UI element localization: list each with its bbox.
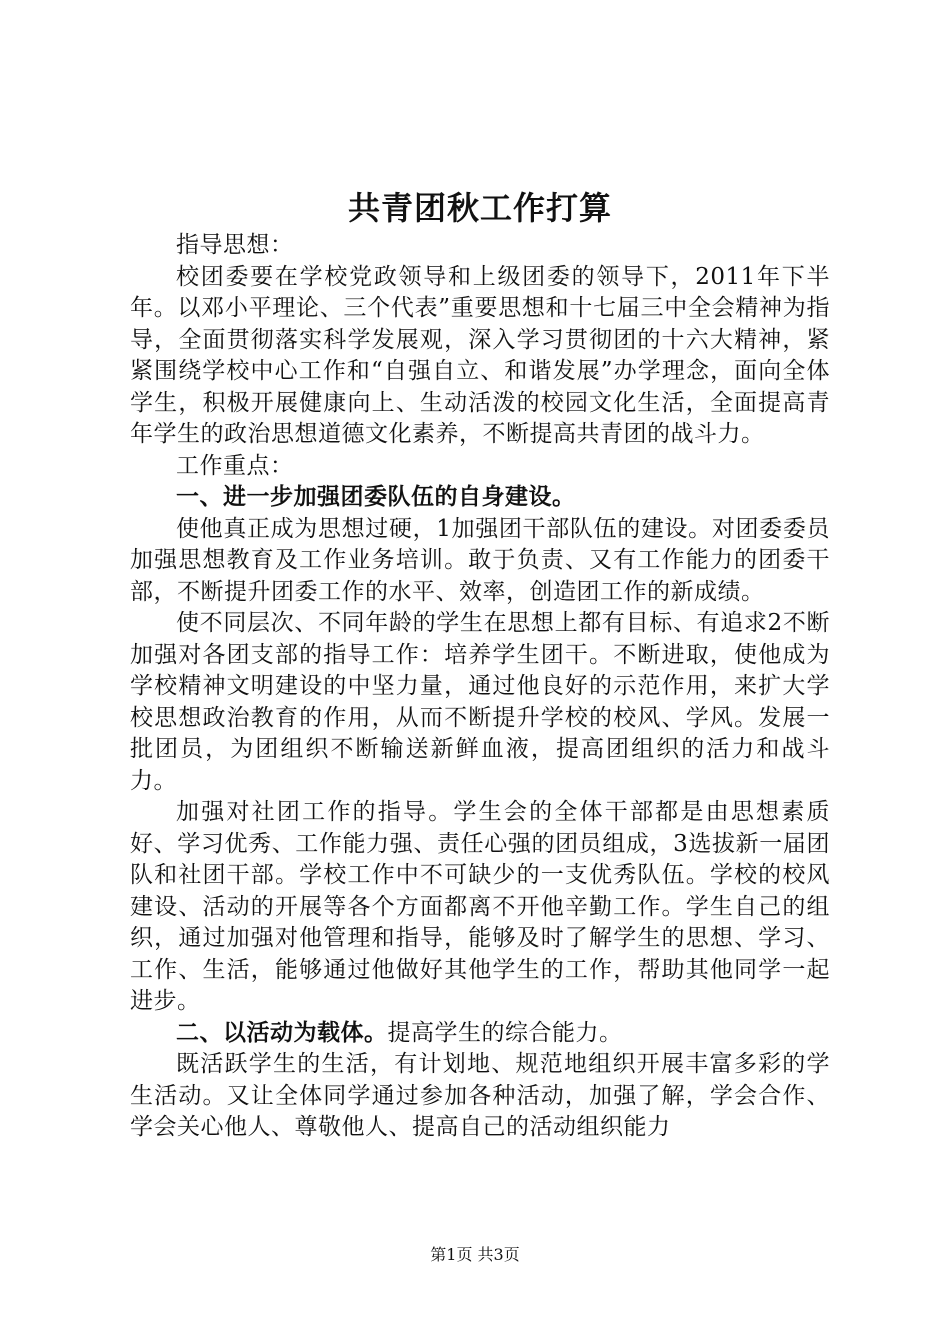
paragraph-guiding-label: 指导思想：: [176, 232, 294, 258]
paragraph-work-focus-label: 工作重点：: [176, 452, 294, 479]
section-heading-2-normal: 提高学生的综合能力。: [387, 1019, 623, 1046]
paragraph-guiding-thought: 校团委要在学校党政领导和上级团委的领导下，2011年下半年。以邓小平理论、三个代表”重要思想和十七届三中全会精神为指导，全面贯彻落实科学发展观，深入学习贯彻团的十六大精神，紧紧围绕学校中心工作和“自强自立、和谐发展”办学理念，面向全体学生，积极开展健康向上、生动活泼的校园文化生活，全面提高青年学生的政治思想道德文化素养，不断提高共青团的战斗力。: [130, 263, 830, 447]
document-title: 共青团秋工作打算: [347, 189, 612, 227]
section-heading-2-bold: 二、以活动为载体。: [176, 1019, 388, 1046]
paragraph-club-guidance: 加强对社团工作的指导。学生会的全体干部都是由思想素质好、学习优秀、工作能力强、责任心强的团员组成，3选拔新一届团队和社团干部。学校工作中不可缺少的一支优秀队伍。学校的校风建设、活动的开展等各个方面都离不开他辛勤工作。学生自己的组织，通过加强对他管理和指导，能够及时了解学生的思想、学习、工作、生活，能够通过他做好其他学生的工作，帮助其他同学一起进步。: [130, 799, 830, 1014]
paragraph-branch-guidance: 使不同层次、不同年龄的学生在思想上都有目标、有追求2不断加强对各团支部的指导工作：培养学生团干。不断进取，使他成为学校精神文明建设的中坚力量，通过他良好的示范作用，来扩大学校思想政治教育的作用，从而不断提升学校的校风、学风。发展一批团员，为团组织不断输送新鲜血液，提高团组织的活力和战斗力。: [130, 610, 830, 794]
paragraph-activities: 既活跃学生的生活，有计划地、规范地组织开展丰富多彩的学生活动。又让全体同学通过参加各种活动，加强了解，学会合作、学会关心他人、尊敬他人、提高自己的活动组织能力: [130, 1051, 830, 1140]
section-heading-1: 一、进一步加强团委队伍的自身建设。: [176, 484, 576, 510]
page-footer: 第1页 共3页: [430, 1245, 520, 1264]
paragraph-cadre-building: 使他真正成为思想过硬，1加强团干部队伍的建设。对团委委员加强思想教育及工作业务培训。敢于负责、又有工作能力的团委干部，不断提升团委工作的水平、效率，创造团工作的新成绩。: [130, 515, 830, 605]
document-body: [130, 230, 830, 1144]
section-heading-2: [130, 1018, 830, 1050]
